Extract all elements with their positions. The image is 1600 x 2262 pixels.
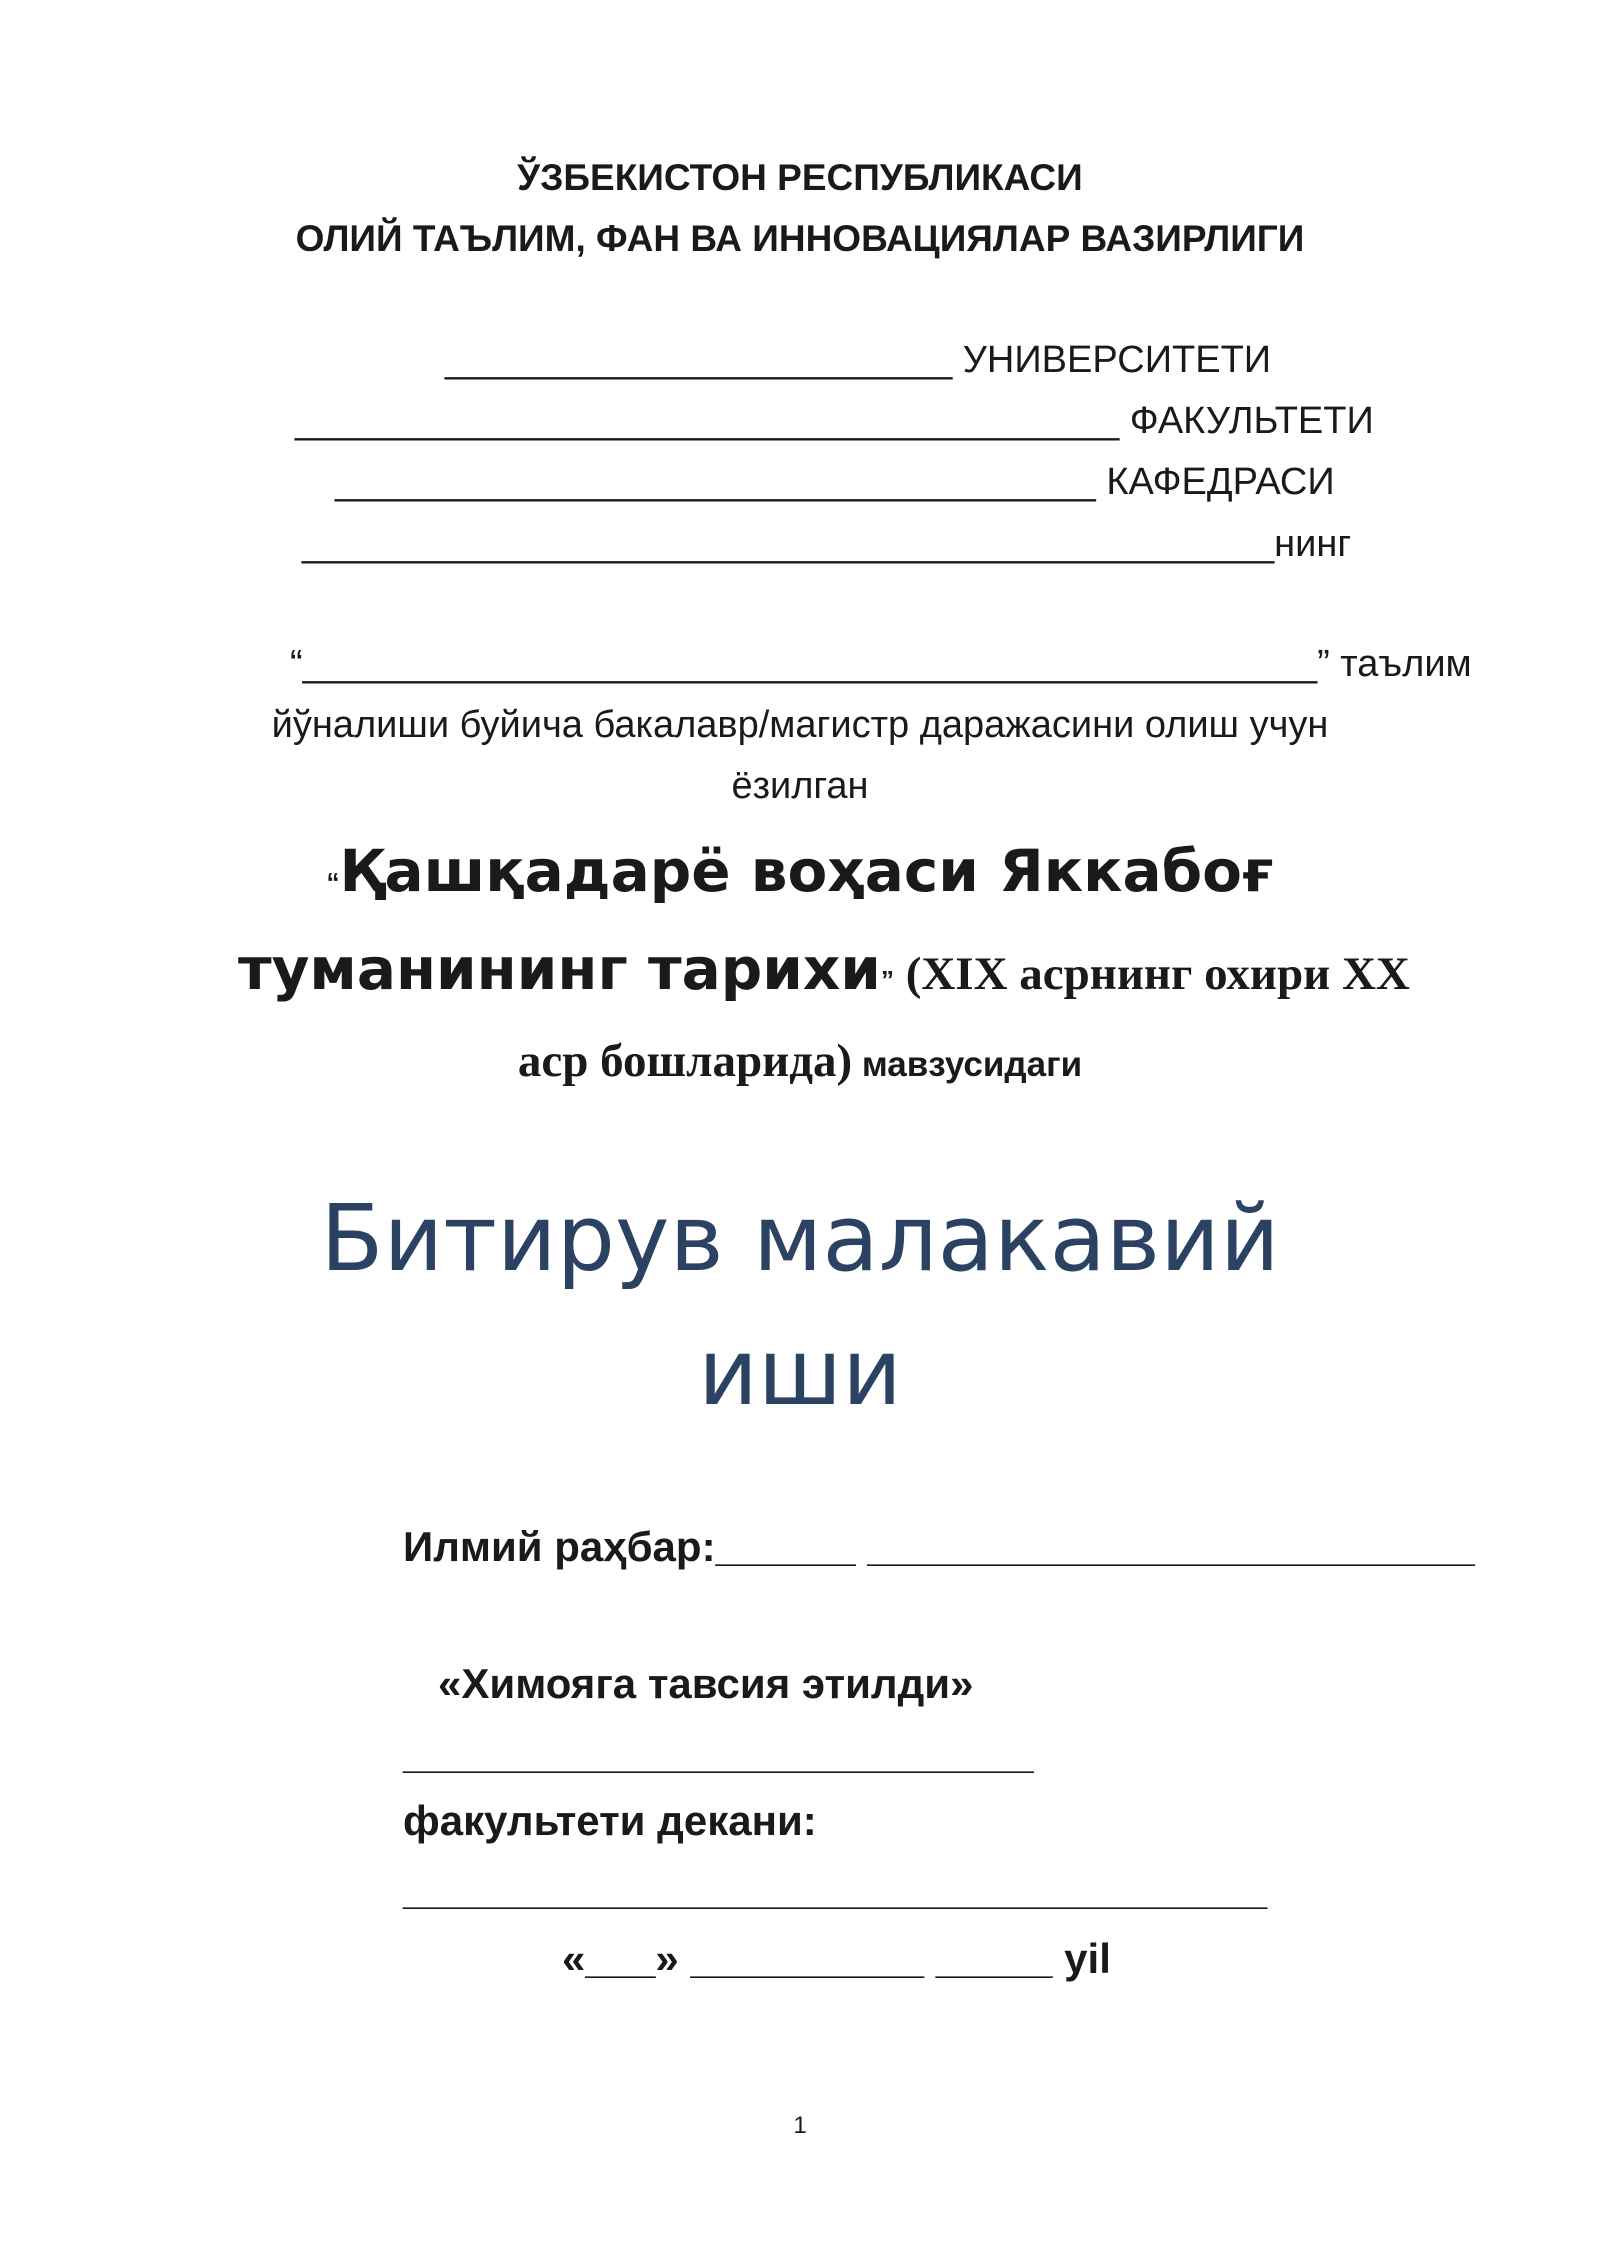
direction-line-1: “________________________________________________” таълим bbox=[290, 643, 1472, 685]
topic-period-part-1: (XIX асрнинг охири XX bbox=[893, 948, 1410, 1000]
topic-line-3 bbox=[0, 1026, 1600, 1107]
supervisor-line: Илмий раҳбар:______ __________________________ bbox=[403, 1523, 1475, 1570]
dean-label: факультети декани: bbox=[403, 1797, 817, 1844]
work-type-line-1: Битирув малакавий bbox=[320, 1185, 1280, 1292]
department-line: ____________________________________ КАФЕДРАСИ bbox=[335, 461, 1335, 503]
faculty-line: _______________________________________ ФАКУЛЬТЕТИ bbox=[295, 400, 1374, 442]
date-line: «___» __________ _____ yil bbox=[562, 1935, 1111, 1982]
direction-line-2: йўналиши буйича бакалавр/магистр даражасини олиш учун bbox=[271, 704, 1329, 746]
topic-close-quote: ” bbox=[880, 965, 894, 995]
direction-line-3: ёзилган bbox=[731, 765, 869, 807]
topic-period-part-2: аср бошларида) bbox=[517, 1035, 853, 1087]
topic-title-part-1: Қашқадарё воҳаси Яккабоғ bbox=[339, 837, 1274, 905]
page-number: 1 bbox=[793, 2112, 807, 2139]
blank-line-1: ___________________________ bbox=[403, 1730, 1034, 1777]
blank-line-2: _____________________________________ bbox=[403, 1866, 1268, 1913]
topic-title-part-2: туманининг тарихи bbox=[238, 935, 881, 1003]
topic-suffix: мавзусидаги bbox=[852, 1045, 1083, 1084]
topic-open-quote: “ bbox=[326, 867, 340, 897]
ning-line: ______________________________________________нинг bbox=[302, 523, 1352, 565]
recommended-for-defense: «Химояга тавсия этилди» bbox=[438, 1660, 974, 1707]
topic-line-2 bbox=[238, 926, 1410, 1028]
header-line-1: ЎЗБЕКИСТОН РЕСПУБЛИКАСИ bbox=[517, 157, 1083, 198]
work-type-line-2: иши bbox=[698, 1319, 902, 1426]
header-line-2: ОЛИЙ ТАЪЛИМ, ФАН ВА ИННОВАЦИЯЛАР ВАЗИРЛИГИ bbox=[295, 218, 1305, 259]
topic-line-1 bbox=[0, 828, 1600, 930]
university-line: ________________________ УНИВЕРСИТЕТИ bbox=[445, 339, 1272, 381]
